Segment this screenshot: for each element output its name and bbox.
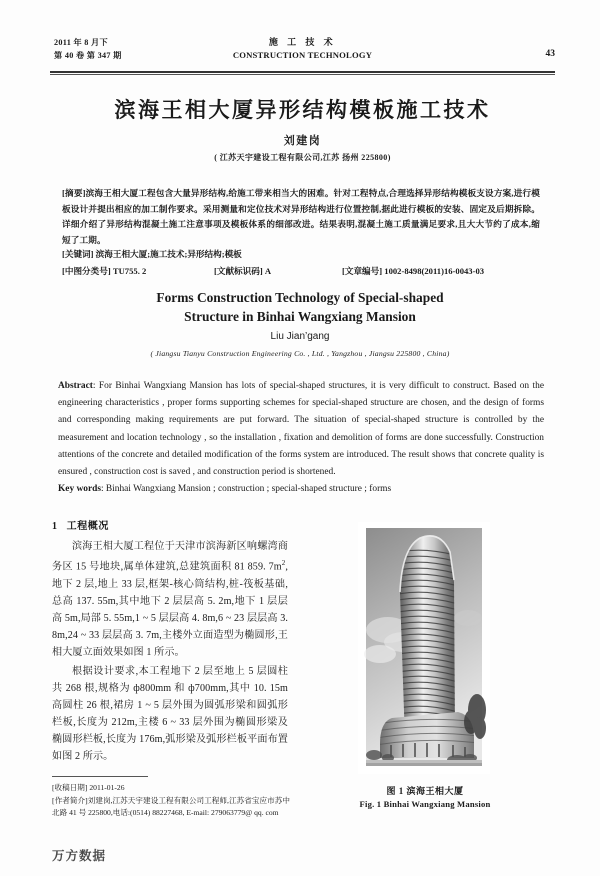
author-name-cn: 刘建岗 (283, 135, 322, 147)
abstract-en-label: Abstract (58, 381, 93, 391)
figure-1-caption-en: Fig. 1 Binhai Wangxiang Mansion (359, 799, 491, 809)
keywords-cn-label: [关键词] (62, 249, 94, 259)
abstract-en (58, 378, 544, 481)
section-number: 1 (52, 521, 58, 532)
body-paragraph-1-part-b: ,地下 2 层,地上 33 层,框架-核心筒结构,桩-筏板基础,总高 137. 55m,其中地下 2 层层高 5. 2m,地下 1 层层高 5m,局部 5. 55m,1 ~ 5 层层高 4. 8m,6 ~ 23 层层高 3. 8m,24 ~ 33 层层高 3. 7m,主楼外立面造型为椭圆形,王相大厦立面效果如图 1 所示。 (52, 561, 288, 658)
keywords-en-label: Key words (58, 484, 101, 494)
body-paragraph-2: 根据设计要求,本工程地下 2 层至地上 5 层圆柱共 268 根,规格为 ф800mm 和 ф700mm,其中 10. 15m 高圆柱 26 根,裙房 1 ~ 5 层外围为圆弧形梁和圆弧形栏板,长度为 212m,主楼 6 ~ 33 层外围为椭圆形梁及椭圆形栏板,长度为 176m,弧形梁及弧形栏板平面布置如图 2 所示。 (52, 666, 288, 763)
database-watermark: 万方数据 (52, 848, 107, 863)
received-date (52, 782, 290, 795)
issue-volume: 第 40 卷 第 347 期 (54, 51, 122, 60)
section-title: 工程概况 (66, 521, 110, 532)
keywords-cn (62, 247, 540, 261)
running-head (50, 36, 555, 70)
article-number-value: 1002-8498(2011)16-0043-03 (384, 266, 485, 276)
clc-number (62, 264, 214, 278)
header-rule-thick (50, 71, 555, 73)
body-paragraph-1-superscript: 2 (281, 559, 286, 568)
journal-title-block (50, 36, 555, 61)
document-code-value: A (264, 266, 272, 276)
body-paragraph-1-part-a: 滨海王相大厦工程位于天津市滨海新区响螺湾商务区 15 号地块,属单体建筑,总建筑面积 81 859. 7m (52, 541, 288, 573)
keywords-en (58, 481, 544, 498)
classification-line (62, 264, 540, 278)
author-bio-value: 刘建岗,江苏天宇建设工程有限公司工程师,江苏省宝应市苏中北路 41 号 225800,电话:(0514) 88227468, E-mail: 279063779@ qq. com (52, 795, 290, 818)
body-column-left (52, 518, 288, 768)
article-number (342, 264, 484, 278)
keywords-en-text: : Binhai Wangxiang Mansion ; construction ; special-shaped structure ; forms (100, 484, 392, 494)
figure-1-image (358, 522, 490, 774)
abstract-cn-label: [摘要] (62, 188, 86, 198)
received-date-label: [收稿日期] (52, 783, 88, 792)
header-rule-thin (50, 74, 555, 75)
journal-title-en: CONSTRUCTION TECHNOLOGY (232, 50, 373, 60)
abstract-cn (62, 186, 540, 248)
author-affiliation-en: ( Jiangsu Tianyu Construction Engineering Co. , Ltd. , Yangzhou , Jiangsu 225800 , China) (150, 349, 450, 358)
document-code-label: [文献标识码] (214, 266, 263, 276)
figure-1-caption (300, 784, 550, 811)
author-bio (52, 795, 290, 820)
issue-date: 2011 年 8 月下 (54, 38, 109, 47)
keywords-cn-text: 滨海王相大厦;施工技术;异形结构;模板 (95, 249, 242, 259)
received-date-value: 2011-01-26 (89, 783, 125, 792)
author-affiliation-cn: ( 江苏天宇建设工程有限公司,江苏 扬州 225800) (214, 153, 391, 162)
author-bio-label: [作者简介] (52, 795, 88, 805)
article-title-en (60, 288, 540, 326)
document-code (214, 264, 342, 278)
article-title-en-line1: Forms Construction Technology of Special-shaped (156, 290, 444, 305)
article-title-en-line2: Structure in Binhai Wangxiang Mansion (184, 309, 416, 324)
article-title-cn: 滨海王相大厦异形结构模板施工技术 (114, 97, 491, 122)
body-paragraph-1 (52, 538, 288, 661)
journal-title-cn: 施 工 技 术 (268, 37, 337, 47)
clc-label: [中图分类号] (62, 266, 111, 276)
author-name-en: Liu Jian’gang (270, 331, 330, 342)
footnote-rule (52, 776, 148, 777)
page-number: 43 (545, 49, 555, 59)
mansion-photo-svg (358, 522, 490, 774)
clc-value: TU755. 2 (112, 266, 147, 276)
article-number-label: [文章编号] (342, 266, 383, 276)
abstract-en-text: : For Binhai Wangxiang Mansion has lots of special-shaped structures, it is very difficult to construct. Based on the engineering characteristics , proper forms supporting schemes for special-shaped structure are chosen, and the design of forms and corresponding making requirements are put forward. The situation of special-shaped structure is controlled by the measurement and location technology , so the installation , fixation and demolition of forms are done successfully. Construction attentions of the concrete and detailed modification of the forms system are introduced. The result shows that concrete quality is ensured , construction cost is saved , and construction period is shortened. (58, 381, 544, 478)
abstract-cn-text: 滨海王相大厦工程包含大量异形结构,给施工带来相当大的困难。针对工程特点,合理选择异形结构模板支设方案,进行模板设计并提出相应的加工制作要求。采用测量和定位技术对异形结构进行位置控制,据此进行模板的安装、固定及后期拆除。详细介绍了异形结构混凝土施工注意事项及模板体系的细部改进。结果表明,混凝土施工质量满足要求,且大大节约了成本,缩短了工期。 (62, 188, 540, 245)
footnote-block (52, 782, 290, 820)
section-heading (52, 518, 288, 535)
figure-1-caption-cn: 图 1 滨海王相大厦 (386, 786, 464, 796)
